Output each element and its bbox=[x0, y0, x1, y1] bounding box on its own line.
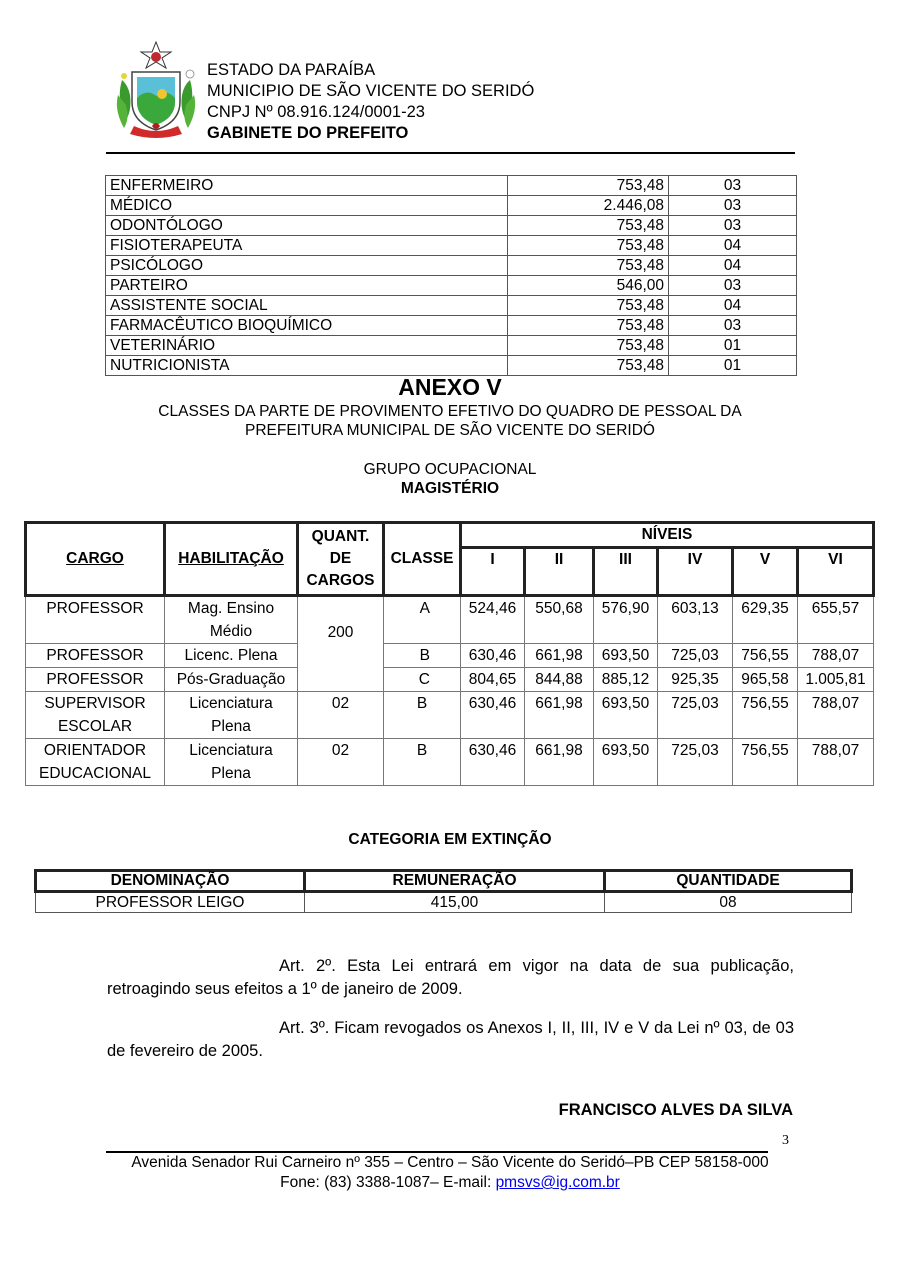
header-level-v: V bbox=[733, 548, 798, 596]
occupational-group-name: MAGISTÉRIO bbox=[400, 480, 500, 497]
cell-level: 661,98 bbox=[525, 739, 594, 786]
cell-quantidade: 01 bbox=[669, 356, 797, 376]
header-cargo: CARGO bbox=[26, 523, 165, 596]
cell-cargo: PROFESSOR bbox=[26, 668, 165, 692]
table-row bbox=[26, 644, 874, 668]
header-level-i: I bbox=[461, 548, 525, 596]
article-2-text: Art. 2º. Esta Lei entrará em vigor na data de sua publicação, retroagindo seus efeitos a 1º de janeiro de 2009. bbox=[107, 957, 794, 998]
cell-cargo-line1: ORIENTADOR bbox=[43, 742, 147, 759]
header-classe: CLASSE bbox=[384, 523, 461, 596]
email-link[interactable]: pmsvs@ig.com.br bbox=[495, 1174, 620, 1191]
cell-level: 630,46 bbox=[461, 739, 525, 786]
table-row bbox=[106, 256, 797, 276]
header-level-iii: III bbox=[594, 548, 658, 596]
cell-level: 630,46 bbox=[461, 644, 525, 668]
cell-level: 693,50 bbox=[594, 692, 658, 739]
cell-habilitacao bbox=[165, 596, 298, 644]
article-3 bbox=[107, 1017, 794, 1063]
cell-level: 576,90 bbox=[594, 596, 658, 644]
cell-valor: 753,48 bbox=[508, 256, 669, 276]
cell-level: 925,35 bbox=[658, 668, 733, 692]
cell-valor: 753,48 bbox=[508, 336, 669, 356]
header-level-ii: II bbox=[525, 548, 594, 596]
table-row bbox=[106, 336, 797, 356]
table-row bbox=[26, 596, 874, 644]
header-quant-cargos bbox=[298, 523, 384, 596]
cell-cargo: PSICÓLOGO bbox=[106, 256, 508, 276]
table-row bbox=[106, 276, 797, 296]
cell-cargo-line1: SUPERVISOR bbox=[44, 695, 146, 712]
cell-valor: 753,48 bbox=[508, 296, 669, 316]
annex-subtitle-line1: CLASSES DA PARTE DE PROVIMENTO EFETIVO DO QUADRO DE PESSOAL DA bbox=[158, 403, 742, 420]
article-2 bbox=[107, 955, 794, 1001]
cell-quantidade: 04 bbox=[669, 236, 797, 256]
cell-quantidade: 03 bbox=[669, 316, 797, 336]
header-niveis: NÍVEIS bbox=[461, 523, 874, 548]
cell-denominacao: PROFESSOR LEIGO bbox=[36, 892, 305, 913]
cell-cargo: PROFESSOR bbox=[26, 644, 165, 668]
cell-remuneracao: 415,00 bbox=[305, 892, 605, 913]
cell-valor: 753,48 bbox=[508, 236, 669, 256]
cell-habilitacao-line1: Licenciatura bbox=[189, 742, 273, 759]
cell-cargo-line2: EDUCACIONAL bbox=[39, 765, 151, 782]
cell-level: 630,46 bbox=[461, 692, 525, 739]
cell-level: 885,12 bbox=[594, 668, 658, 692]
cell-level: 788,07 bbox=[798, 644, 874, 668]
header-quant-line3: CARGOS bbox=[306, 572, 375, 589]
municipality-name: MUNICIPIO DE SÃO VICENTE DO SERIDÓ bbox=[207, 82, 535, 100]
cell-level: 844,88 bbox=[525, 668, 594, 692]
cell-cargo-line2: ESCOLAR bbox=[57, 718, 133, 735]
cell-habilitacao: Licenc. Plena bbox=[165, 644, 298, 668]
cell-level: 524,46 bbox=[461, 596, 525, 644]
cell-cargo: ENFERMEIRO bbox=[106, 176, 508, 196]
cell-habilitacao-line2: Plena bbox=[211, 765, 251, 782]
cell-level: 788,07 bbox=[798, 692, 874, 739]
cell-quant: 200 bbox=[298, 596, 384, 692]
annex-title: ANEXO V bbox=[398, 374, 502, 400]
occupational-group-label: GRUPO OCUPACIONAL bbox=[363, 461, 537, 478]
header-quant-line1: QUANT. bbox=[311, 528, 370, 545]
cell-valor: 753,48 bbox=[508, 176, 669, 196]
cell-habilitacao-line2: Plena bbox=[211, 718, 251, 735]
table-row bbox=[106, 176, 797, 196]
table-row bbox=[106, 216, 797, 236]
cell-classe: B bbox=[384, 644, 461, 668]
table-row bbox=[106, 316, 797, 336]
cell-quant: 02 bbox=[298, 692, 384, 739]
cell-valor: 753,48 bbox=[508, 216, 669, 236]
occupational-group bbox=[0, 460, 900, 498]
footer bbox=[0, 1153, 900, 1193]
cell-cargo: PROFESSOR bbox=[26, 596, 165, 644]
annex-subtitle-line2: PREFEITURA MUNICIPAL DE SÃO VICENTE DO SERIDÓ bbox=[245, 422, 655, 439]
cell-habilitacao-line1: Mag. Ensino bbox=[187, 600, 275, 617]
header-level-iv: IV bbox=[658, 548, 733, 596]
cell-classe: A bbox=[384, 596, 461, 644]
cell-quantidade: 03 bbox=[669, 196, 797, 216]
footer-address: Avenida Senador Rui Carneiro nº 355 – Centro – São Vicente do Seridó–PB CEP 58158-000 bbox=[131, 1154, 769, 1171]
cell-classe: B bbox=[384, 739, 461, 786]
cell-classe: B bbox=[384, 692, 461, 739]
table-row bbox=[36, 892, 852, 913]
header-quant-line2: DE bbox=[329, 550, 352, 567]
state-name: ESTADO DA PARAÍBA bbox=[207, 61, 376, 79]
cell-quant: 02 bbox=[298, 739, 384, 786]
footer-phone: Fone: (83) 3388-1087– E-mail: bbox=[280, 1174, 496, 1191]
cell-cargo bbox=[26, 739, 165, 786]
cell-level: 661,98 bbox=[525, 692, 594, 739]
salary-table-health bbox=[105, 175, 797, 376]
cell-level: 756,55 bbox=[733, 644, 798, 668]
header-quantidade: QUANTIDADE bbox=[605, 871, 852, 892]
cell-habilitacao bbox=[165, 692, 298, 739]
letterhead bbox=[207, 60, 534, 144]
table-row bbox=[106, 236, 797, 256]
table-row bbox=[26, 739, 874, 786]
extinction-category-title: CATEGORIA EM EXTINÇÃO bbox=[348, 831, 552, 848]
page-number: 3 bbox=[782, 1133, 789, 1148]
cell-valor: 546,00 bbox=[508, 276, 669, 296]
cell-classe: C bbox=[384, 668, 461, 692]
cell-cargo: ODONTÓLOGO bbox=[106, 216, 508, 236]
footer-contact bbox=[0, 1173, 900, 1193]
cell-level: 629,35 bbox=[733, 596, 798, 644]
table-row bbox=[106, 296, 797, 316]
cell-level: 725,03 bbox=[658, 692, 733, 739]
signer-name: FRANCISCO ALVES DA SILVA bbox=[558, 1101, 793, 1119]
cell-cargo: PARTEIRO bbox=[106, 276, 508, 296]
cell-valor: 2.446,08 bbox=[508, 196, 669, 216]
table-row bbox=[106, 196, 797, 216]
cell-valor: 753,48 bbox=[508, 356, 669, 376]
annex-subtitle bbox=[120, 402, 780, 440]
cell-habilitacao: Pós-Graduação bbox=[165, 668, 298, 692]
cell-level: 725,03 bbox=[658, 739, 733, 786]
cell-quantidade: 03 bbox=[669, 176, 797, 196]
cell-level: 725,03 bbox=[658, 644, 733, 668]
cell-level: 661,98 bbox=[525, 644, 594, 668]
cell-level: 965,58 bbox=[733, 668, 798, 692]
cell-level: 804,65 bbox=[461, 668, 525, 692]
header-divider bbox=[106, 152, 795, 154]
cnpj: CNPJ Nº 08.916.124/0001-23 bbox=[207, 103, 425, 121]
table-row bbox=[106, 356, 797, 376]
cell-quantidade: 04 bbox=[669, 296, 797, 316]
table-row bbox=[26, 692, 874, 739]
cell-quantidade: 01 bbox=[669, 336, 797, 356]
header-level-vi: VI bbox=[798, 548, 874, 596]
cell-level: 1.005,81 bbox=[798, 668, 874, 692]
office-name: GABINETE DO PREFEITO bbox=[207, 124, 409, 142]
extinction-category-table bbox=[34, 869, 853, 913]
cell-cargo: VETERINÁRIO bbox=[106, 336, 508, 356]
article-3-text: Art. 3º. Ficam revogados os Anexos I, II, III, IV e V da Lei nº 03, de 03 de fevereiro de 2005. bbox=[107, 1019, 794, 1060]
cell-level: 756,55 bbox=[733, 739, 798, 786]
cell-cargo: NUTRICIONISTA bbox=[106, 356, 508, 376]
cell-level: 550,68 bbox=[525, 596, 594, 644]
cell-level: 693,50 bbox=[594, 644, 658, 668]
cell-habilitacao-line2: Médio bbox=[209, 623, 253, 640]
cell-quantidade: 03 bbox=[669, 276, 797, 296]
cell-level: 603,13 bbox=[658, 596, 733, 644]
cell-quantidade: 08 bbox=[605, 892, 852, 913]
cell-cargo: MÉDICO bbox=[106, 196, 508, 216]
coat-of-arms-icon bbox=[112, 40, 200, 138]
cell-cargo: ASSISTENTE SOCIAL bbox=[106, 296, 508, 316]
cell-level: 756,55 bbox=[733, 692, 798, 739]
cell-quantidade: 04 bbox=[669, 256, 797, 276]
cell-cargo bbox=[26, 692, 165, 739]
cell-cargo: FISIOTERAPEUTA bbox=[106, 236, 508, 256]
header-habilitacao: HABILITAÇÃO bbox=[165, 523, 298, 596]
header-remuneracao: REMUNERAÇÃO bbox=[305, 871, 605, 892]
header-denominacao: DENOMINAÇÃO bbox=[36, 871, 305, 892]
cell-cargo: FARMACÊUTICO BIOQUÍMICO bbox=[106, 316, 508, 336]
magisterio-salary-table bbox=[24, 521, 875, 786]
cell-level: 655,57 bbox=[798, 596, 874, 644]
cell-quantidade: 03 bbox=[669, 216, 797, 236]
table-row bbox=[26, 668, 874, 692]
cell-level: 693,50 bbox=[594, 739, 658, 786]
cell-habilitacao-line1: Licenciatura bbox=[189, 695, 273, 712]
cell-valor: 753,48 bbox=[508, 316, 669, 336]
cell-habilitacao bbox=[165, 739, 298, 786]
cell-level: 788,07 bbox=[798, 739, 874, 786]
